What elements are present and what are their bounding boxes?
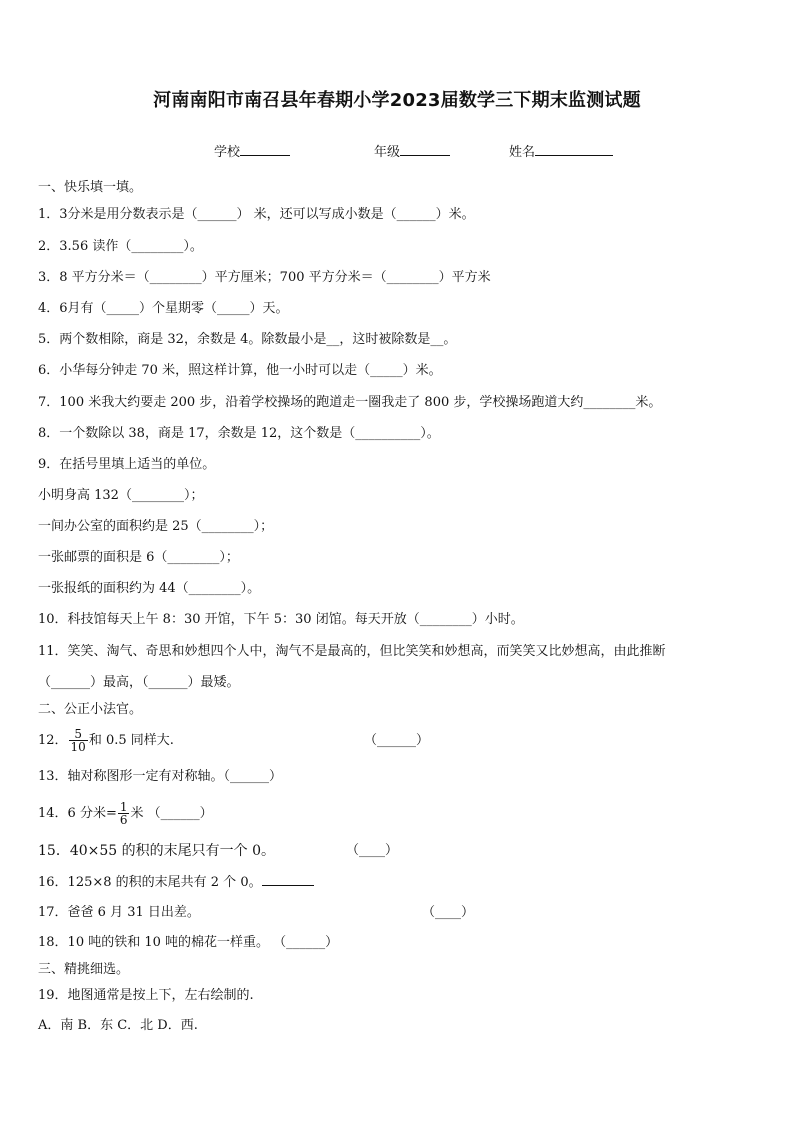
question-12-text: 和 0.5 同样大. (88, 733, 174, 748)
question-19: 19．地图通常是按上下，左右绘制的. (38, 988, 254, 1003)
fraction-numerator: 1 (119, 800, 128, 814)
question-2: 2．3.56 读作（________）。 (38, 239, 203, 254)
question-15-answer-paren: （____） (346, 843, 399, 858)
question-16-text: 16．125×8 的积的末尾共有 2 个 0。 (38, 875, 262, 890)
question-9: 9．在括号里填上适当的单位。 (38, 457, 216, 472)
question-14-suffix: 米 （______） (130, 806, 213, 821)
fraction-5-10 (69, 728, 88, 753)
question-18: 18．10 吨的铁和 10 吨的棉花一样重。 （______） (38, 935, 339, 950)
question-12 (38, 722, 764, 760)
question-9b: 一间办公室的面积约是 25（________）； (38, 519, 274, 534)
question-9c: 一张邮票的面积是 6（________）； (38, 550, 239, 565)
exam-title: 河南南阳市南召县年春期小学2023届数学三下期末监测试题 (153, 90, 641, 111)
school-blank (240, 142, 290, 156)
question-14-text: 14．6 分米= (38, 806, 117, 821)
question-11-line-2: （______）最高，（______）最矮。 (38, 675, 240, 690)
fraction-numerator: 5 (74, 727, 82, 741)
question-17-text: 17．爸爸 6 月 31 日出差。 (38, 905, 200, 920)
fraction-denominator: 10 (70, 740, 86, 754)
grade-label: 年级 (374, 145, 401, 160)
question-4: 4．6月有（_____）个星期零（_____）天。 (38, 301, 289, 316)
question-19-options: A．南 B．东 C．北 D．西. (38, 1018, 198, 1033)
fraction-1-6 (118, 801, 130, 826)
question-7: 7．100 米我大约要走 200 步，沿着学校操场的跑道走一圈我走了 800 步，学校操场跑道大约________米。 (38, 395, 662, 410)
section-2-heading: 二、公正小法官。 (38, 702, 143, 717)
question-8: 8．一个数除以 38，商是 17，余数是 12，这个数是（__________）。 (38, 426, 440, 441)
grade-blank (400, 142, 450, 156)
question-6: 6．小华每分钟走 70 米，照这样计算，他一小时可以走（_____）米。 (38, 363, 442, 378)
question-13: 13．轴对称图形一定有对称轴。（______） (38, 769, 283, 784)
school-field (214, 141, 290, 160)
question-5: 5．两个数相除，商是 32，余数是 4。除数最小是__，这时被除数是__。 (38, 332, 457, 347)
question-1: 1．3分米是用分数表示是（______） 米，还可以写成小数是（______）米。 (38, 207, 475, 222)
grade-field (374, 141, 450, 160)
school-label: 学校 (214, 145, 241, 160)
section-1-heading: 一、快乐填一填。 (38, 180, 143, 195)
question-15 (38, 841, 764, 861)
question-14 (38, 795, 764, 833)
question-17 (38, 903, 764, 923)
question-3: 3．8 平方分米＝（________）平方厘米；700 平方分米＝（________）平方米 (38, 270, 491, 285)
question-12-answer-paren: （______） (364, 733, 430, 748)
question-10: 10．科技馆每天上午 8：30 开馆，下午 5：30 闭馆。每天开放（________）小时。 (38, 612, 524, 627)
name-blank (535, 142, 613, 156)
name-field (509, 141, 613, 160)
question-9a: 小明身高 132（________）； (38, 488, 204, 503)
question-12-number: 12． (38, 733, 68, 748)
section-3-heading: 三、精挑细选。 (38, 962, 130, 977)
fraction-denominator: 6 (119, 813, 128, 827)
question-15-text: 15．40×55 的积的末尾只有一个 0。 (38, 843, 275, 859)
name-label: 姓名 (509, 145, 536, 160)
question-16-answer-blank (262, 873, 314, 886)
question-11-line-1: 11．笑笑、淘气、奇思和妙想四个人中，淘气不是最高的，但比笑笑和妙想高，而笑笑又比妙想高，由此推断 (38, 644, 666, 659)
question-9d: 一张报纸的面积约为 44（________）。 (38, 581, 261, 596)
question-17-answer-paren: （____） (422, 905, 475, 920)
question-16 (38, 873, 764, 893)
